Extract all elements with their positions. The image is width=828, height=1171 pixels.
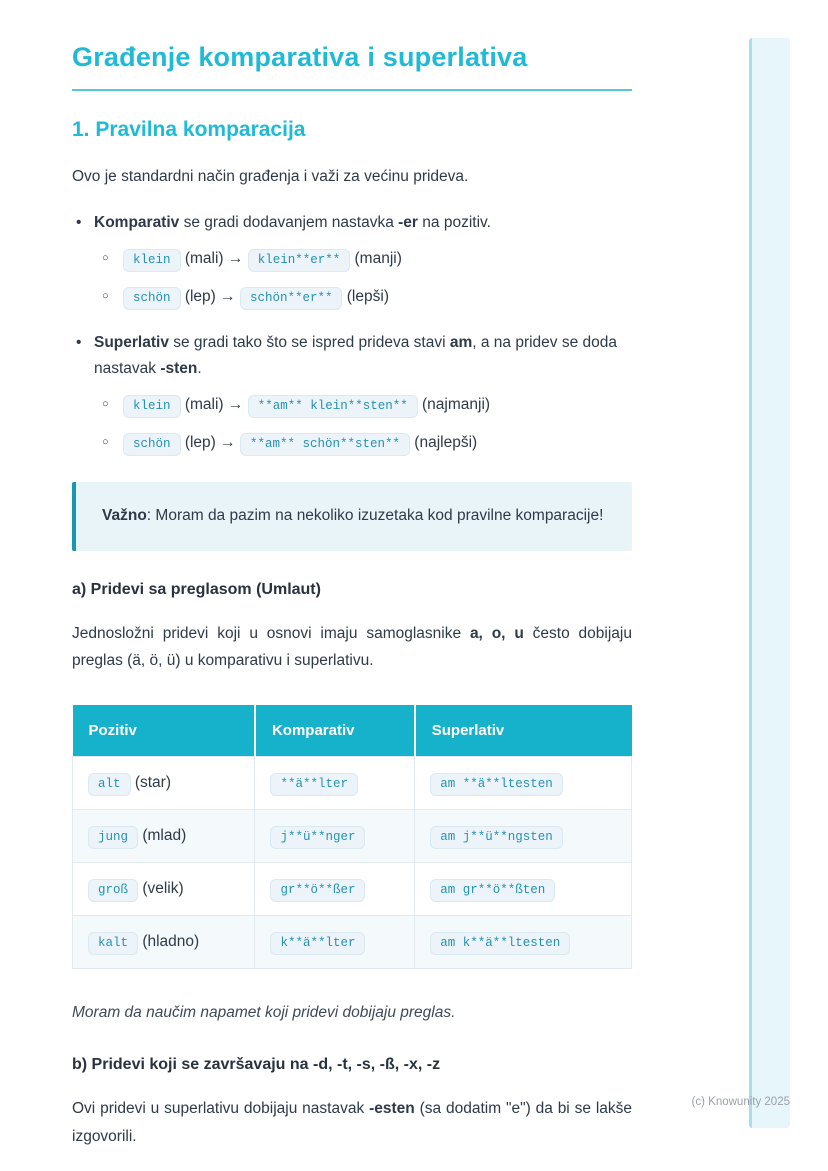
code-chip: am **ä**ltesten (430, 773, 563, 796)
example-text: (mali) → (180, 250, 248, 268)
column-header-superlativ: Superlativ (415, 705, 632, 757)
code-chip: **am** klein**sten** (248, 395, 418, 418)
example-text: (najlepši) (409, 433, 478, 451)
superlativ-term: Superlativ (94, 334, 169, 352)
cell-comparative (255, 863, 415, 916)
callout-text (102, 502, 606, 531)
cell-note: (hladno) (138, 933, 200, 951)
callout-label: Važno (102, 506, 147, 524)
superlativ-suffix: -sten (160, 359, 198, 377)
umlaut-table (72, 705, 632, 969)
code-chip: schön (123, 287, 181, 310)
example-text: (manji) (350, 250, 402, 268)
komparativ-suffix: -er (398, 213, 418, 231)
cell-superlative (415, 916, 632, 969)
subheading-a: a) Pridevi sa preglasom (Umlaut) (72, 580, 321, 598)
superlativ-text-2: , a na pridev se doda nastavak (94, 334, 618, 377)
title-divider (72, 89, 632, 91)
copyright-notice: (c) Knowunity 2025 (691, 1096, 790, 1108)
superlativ-text: se gradi tako što se ispred prideva stavi (168, 334, 450, 352)
bullet-komparativ (72, 210, 632, 310)
komparativ-text: se gradi dodavanjem nastavka (179, 213, 399, 231)
code-chip: am j**ü**ngsten (430, 826, 563, 849)
code-chip: kalt (88, 932, 138, 955)
column-header-komparativ: Komparativ (255, 705, 415, 757)
superlativ-examples (94, 392, 632, 456)
cell-positive (73, 916, 255, 969)
table-row (73, 863, 632, 916)
paragraph-esten-text: Ovi pridevi u superlativu dobijaju nastavak (72, 1100, 370, 1118)
code-chip: groß (88, 879, 138, 902)
example-text: (najmanji) (417, 396, 491, 414)
example-text: (lep) → (180, 287, 240, 305)
important-callout (72, 482, 632, 551)
code-chip: schön (123, 433, 181, 456)
example-text: (mali) → (180, 396, 248, 414)
paragraph-umlaut-text-end: često dobijaju preglas (ä, ö, ü) u komparativu i superlativu. (72, 624, 632, 670)
cell-note: (star) (130, 774, 171, 792)
superlativ-text-end: . (197, 359, 202, 377)
code-chip: **ä**lter (270, 773, 358, 796)
table-row (73, 916, 632, 969)
code-chip: am gr**ö**ßten (430, 879, 555, 902)
callout-body: : Moram da pazim na nekoliko izuzetaka kod pravilne komparacije! (146, 506, 604, 524)
vowels-bold: a, o, u (469, 624, 524, 642)
cell-superlative (415, 810, 632, 863)
bullet-superlativ (72, 330, 632, 456)
example-text: (lepši) (342, 287, 389, 305)
example-item (94, 392, 632, 418)
column-header-pozitiv: Pozitiv (73, 705, 255, 757)
code-chip: jung (88, 826, 138, 849)
document-page (72, 0, 632, 1151)
cell-comparative (255, 916, 415, 969)
code-chip: alt (88, 773, 131, 796)
code-chip: klein**er** (248, 249, 351, 272)
code-chip: schön**er** (240, 287, 343, 310)
code-chip: klein (123, 395, 181, 418)
section-1-heading: 1. Pravilna komparacija (72, 118, 306, 142)
example-text: (lep) → (180, 433, 240, 451)
scrollbar-track[interactable] (749, 38, 790, 1128)
memo-note: Moram da naučim napamet koji pridevi dobijaju preglas. (72, 1004, 456, 1022)
komparativ-term: Komparativ (94, 213, 180, 231)
cell-positive (73, 757, 255, 810)
esten-bold: -esten (369, 1100, 415, 1118)
example-item (94, 246, 632, 272)
cell-comparative (255, 810, 415, 863)
example-item (94, 284, 632, 310)
cell-note: (velik) (138, 880, 184, 898)
paragraph-umlaut-text: Jednosložni pridevi koji u osnovi imaju samoglasnike (72, 624, 470, 642)
code-chip: k**ä**lter (270, 932, 365, 955)
example-item (94, 430, 632, 456)
code-chip: gr**ö**ßer (270, 879, 365, 902)
cell-positive (73, 863, 255, 916)
paragraph-esten-text-end: (sa dodatim "e") da bi se lakše izgovorili. (72, 1100, 633, 1146)
code-chip: am k**ä**ltesten (430, 932, 570, 955)
superlativ-am: am (449, 334, 473, 352)
code-chip: klein (123, 249, 181, 272)
intro-paragraph: Ovo je standardni način građenja i važi za većinu prideva. (72, 168, 469, 186)
paragraph-esten (72, 1095, 632, 1151)
paragraph-umlaut (72, 620, 632, 676)
subheading-b: b) Pridevi koji se završavaju na -d, -t, -s, -ß, -x, -z (72, 1056, 441, 1074)
table-row (73, 757, 632, 810)
cell-note: (mlad) (138, 827, 187, 845)
code-chip: j**ü**nger (270, 826, 365, 849)
cell-superlative (415, 863, 632, 916)
table-row (73, 810, 632, 863)
page-title: Građenje komparativa i superlativa (72, 42, 528, 72)
rules-list (72, 210, 632, 456)
table-header-row (73, 705, 632, 757)
code-chip: **am** schön**sten** (240, 433, 410, 456)
cell-superlative (415, 757, 632, 810)
cell-comparative (255, 757, 415, 810)
komparativ-examples (94, 246, 632, 310)
cell-positive (73, 810, 255, 863)
komparativ-text-end: na pozitiv. (417, 213, 491, 231)
